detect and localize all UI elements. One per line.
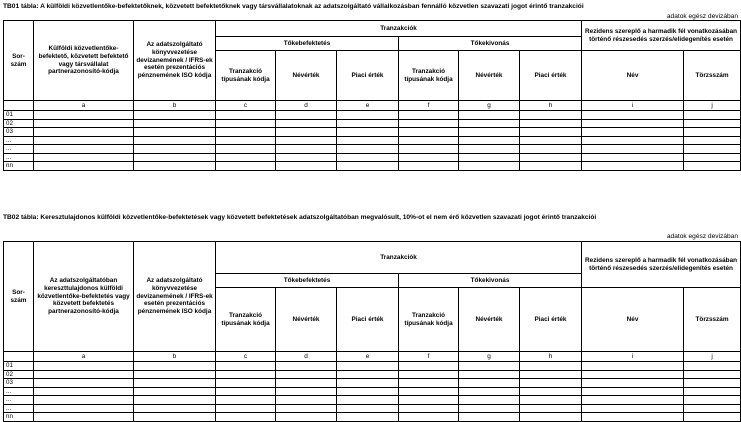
data-cell[interactable] (216, 128, 276, 137)
data-cell[interactable] (399, 396, 459, 405)
letter-cell: j (684, 101, 741, 111)
data-cell[interactable] (459, 128, 520, 137)
data-cell[interactable] (276, 396, 337, 405)
data-cell[interactable] (684, 128, 741, 137)
data-cell[interactable] (399, 111, 459, 120)
data-cell[interactable] (216, 370, 276, 379)
header-tranzakciok: Tranzakciók (216, 21, 582, 37)
data-cell[interactable] (520, 396, 582, 405)
data-cell[interactable] (134, 413, 216, 422)
data-cell[interactable] (34, 362, 134, 371)
data-cell[interactable] (216, 379, 276, 388)
data-cell[interactable] (276, 111, 337, 120)
data-cell[interactable] (520, 145, 582, 154)
data-cell[interactable] (684, 111, 741, 120)
header-piaci: Piaci érték (337, 288, 399, 352)
data-cell[interactable] (134, 370, 216, 379)
header-tipus: Tranzakció típusának kódja (216, 288, 276, 352)
data-cell[interactable] (276, 413, 337, 422)
data-cell[interactable] (34, 396, 134, 405)
data-cell[interactable] (582, 128, 684, 137)
letter-cell: b (134, 352, 216, 362)
data-cell[interactable] (34, 136, 134, 145)
data-cell[interactable] (216, 119, 276, 128)
data-cell[interactable] (582, 145, 684, 154)
header-piaci: Piaci érték (337, 51, 399, 101)
row-number: ... (4, 404, 34, 413)
data-cell[interactable] (520, 362, 582, 371)
letter-cell: f (399, 101, 459, 111)
header-nevertek: Névérték (276, 51, 337, 101)
header-tranzakciok: Tranzakciók (216, 242, 582, 274)
header-sorszam: Sor-szám (4, 21, 34, 101)
letter-cell: c (216, 352, 276, 362)
row-number: ... (4, 136, 34, 145)
data-cell[interactable] (216, 413, 276, 422)
data-cell[interactable] (520, 379, 582, 388)
row-number: ... (4, 153, 34, 162)
letter-cell: f (399, 352, 459, 362)
data-cell[interactable] (520, 387, 582, 396)
table-row (4, 153, 741, 162)
header-rezidens: Rezidens szereplő a harmadik fél vonatkozásában történő részesedés szerzés/elidegenítés esetén (582, 21, 741, 51)
data-cell[interactable] (399, 404, 459, 413)
data-cell[interactable] (399, 145, 459, 154)
header-torzsszam: Törzsszám (684, 51, 741, 101)
data-cell[interactable] (134, 111, 216, 120)
row-number: 03 (4, 128, 34, 137)
header-tokebefektetes: Tőkebefektetés (216, 37, 399, 51)
letter-cell: i (582, 352, 684, 362)
data-cell[interactable] (216, 396, 276, 405)
data-cell[interactable] (582, 162, 684, 171)
data-cell[interactable] (399, 136, 459, 145)
letter-cell-empty (4, 101, 34, 111)
row-number: nn (4, 162, 34, 171)
header-tipus: Tranzakció típusának kódja (399, 51, 459, 101)
data-cell[interactable] (459, 379, 520, 388)
data-cell[interactable] (582, 413, 684, 422)
data-cell[interactable] (337, 153, 399, 162)
data-cell[interactable] (276, 162, 337, 171)
data-cell[interactable] (216, 136, 276, 145)
data-cell[interactable] (459, 136, 520, 145)
data-cell[interactable] (684, 396, 741, 405)
data-cell[interactable] (134, 119, 216, 128)
table-row (4, 119, 741, 128)
header-currency-code: Az adatszolgáltató könyvvezetése devizanemének / IFRS-ek esetén prezentációs pénznemének ISO kódja (134, 242, 216, 352)
unit-note: adatok egész devizában (666, 13, 738, 20)
data-cell[interactable] (520, 413, 582, 422)
data-cell[interactable] (276, 362, 337, 371)
data-cell[interactable] (276, 153, 337, 162)
header-partner-id: Az adatszolgáltatóban kereszttulajdonos külföldi közvetlentőke-befektetés vagy közvetett befektetés partnerazonosító-kódja (34, 242, 134, 352)
table-row (4, 413, 741, 422)
table-row (4, 404, 741, 413)
row-number: 03 (4, 379, 34, 388)
data-cell[interactable] (34, 162, 134, 171)
letter-cell: d (276, 101, 337, 111)
data-cell[interactable] (520, 153, 582, 162)
data-cell[interactable] (684, 136, 741, 145)
data-cell[interactable] (684, 379, 741, 388)
header-piaci: Piaci érték (520, 51, 582, 101)
data-cell[interactable] (134, 379, 216, 388)
data-cell[interactable] (520, 370, 582, 379)
data-cell[interactable] (582, 111, 684, 120)
header-nev: Név (582, 288, 684, 352)
header-partner-id: Külföldi közvetlentőke-befektető, közvetett befektető vagy társvállalat partnerazonosító-kódja (34, 21, 134, 101)
data-cell[interactable] (276, 119, 337, 128)
table-row (4, 387, 741, 396)
row-number: 01 (4, 362, 34, 371)
data-cell[interactable] (582, 396, 684, 405)
data-cell[interactable] (34, 119, 134, 128)
data-cell[interactable] (582, 379, 684, 388)
data-cell[interactable] (582, 119, 684, 128)
data-cell[interactable] (216, 387, 276, 396)
letter-cell: d (276, 352, 337, 362)
data-cell[interactable] (684, 387, 741, 396)
data-cell[interactable] (582, 136, 684, 145)
row-number: nn (4, 413, 34, 422)
data-cell[interactable] (337, 162, 399, 171)
data-cell[interactable] (216, 145, 276, 154)
data-cell[interactable] (399, 153, 459, 162)
data-cell[interactable] (134, 145, 216, 154)
data-cell[interactable] (582, 404, 684, 413)
header-nev: Név (582, 51, 684, 101)
data-cell[interactable] (134, 404, 216, 413)
data-cell[interactable] (34, 370, 134, 379)
data-cell[interactable] (582, 362, 684, 371)
data-cell[interactable] (399, 362, 459, 371)
data-cell[interactable] (216, 162, 276, 171)
data-cell[interactable] (134, 128, 216, 137)
data-cell[interactable] (337, 119, 399, 128)
header-tipus: Tranzakció típusának kódja (399, 288, 459, 352)
data-cell[interactable] (399, 370, 459, 379)
data-cell[interactable] (399, 379, 459, 388)
table-row (4, 370, 741, 379)
data-cell[interactable] (520, 136, 582, 145)
data-cell[interactable] (684, 153, 741, 162)
data-cell[interactable] (34, 111, 134, 120)
data-cell[interactable] (459, 413, 520, 422)
header-nevertek: Névérték (459, 51, 520, 101)
letter-cell: g (459, 101, 520, 111)
data-cell[interactable] (684, 370, 741, 379)
data-cell[interactable] (337, 370, 399, 379)
data-cell[interactable] (276, 145, 337, 154)
letter-cell: j (684, 352, 741, 362)
data-cell[interactable] (337, 396, 399, 405)
data-cell[interactable] (399, 413, 459, 422)
row-number: 01 (4, 111, 34, 120)
data-cell[interactable] (399, 128, 459, 137)
data-cell[interactable] (276, 387, 337, 396)
letter-cell: a (34, 101, 134, 111)
data-cell[interactable] (399, 387, 459, 396)
data-cell[interactable] (520, 119, 582, 128)
data-cell[interactable] (684, 145, 741, 154)
header-nevertek: Névérték (459, 288, 520, 352)
data-cell[interactable] (276, 404, 337, 413)
data-cell[interactable] (684, 362, 741, 371)
header-sorszam: Sor-szám (4, 242, 34, 352)
header-tokekivonas: Tőkekivonás (399, 274, 582, 288)
data-cell[interactable] (34, 153, 134, 162)
data-cell[interactable] (337, 387, 399, 396)
data-cell[interactable] (459, 145, 520, 154)
letter-cell: e (337, 101, 399, 111)
letter-cell: g (459, 352, 520, 362)
data-cell[interactable] (134, 162, 216, 171)
data-cell[interactable] (337, 136, 399, 145)
data-cell[interactable] (399, 119, 459, 128)
data-cell[interactable] (216, 404, 276, 413)
header-torzsszam: Törzsszám (684, 288, 741, 352)
data-cell[interactable] (684, 162, 741, 171)
table-row (4, 136, 741, 145)
data-cell[interactable] (520, 111, 582, 120)
data-cell[interactable] (216, 153, 276, 162)
data-cell[interactable] (276, 136, 337, 145)
table-row (4, 128, 741, 137)
data-cell[interactable] (520, 128, 582, 137)
data-cell[interactable] (582, 387, 684, 396)
table-row (4, 162, 741, 171)
data-cell[interactable] (34, 404, 134, 413)
header-currency-code: Az adatszolgáltató könyvvezetése devizanemének / IFRS-ek esetén prezentációs pénznemének ISO kódja (134, 21, 216, 101)
data-cell[interactable] (34, 413, 134, 422)
table-caption: TB01 tábla: A külföldi közvetlentőke-befektetőknek, közvetett befektetőknek vagy társvállalatoknak az adatszolgáltató vállalkozásban fennálló közvetlen szavazati jogot érintő tranzakciói (3, 3, 584, 10)
data-cell[interactable] (216, 111, 276, 120)
data-cell[interactable] (399, 162, 459, 171)
table-caption: TB02 tábla: Keresztulajdonos külföldi közvetlentőke-befektetések vagy közvetett befektetések adatszolgáltatóban megvalósult, 10%-ot el nem érő közvetlen szavazati jogot érintő tranzakciói (3, 214, 597, 221)
data-cell[interactable] (337, 111, 399, 120)
row-number: 02 (4, 370, 34, 379)
data-cell[interactable] (459, 404, 520, 413)
data-cell[interactable] (134, 153, 216, 162)
data-cell[interactable] (337, 145, 399, 154)
data-cell[interactable] (34, 387, 134, 396)
data-cell[interactable] (684, 413, 741, 422)
letter-cell: i (582, 101, 684, 111)
table-row (4, 379, 741, 388)
header-tokekivonas: Tőkekivonás (399, 37, 582, 51)
letter-cell: b (134, 101, 216, 111)
data-cell[interactable] (459, 362, 520, 371)
table-row (4, 111, 741, 120)
letter-cell: c (216, 101, 276, 111)
table-row (4, 362, 741, 371)
data-cell[interactable] (134, 136, 216, 145)
header-tipus: Tranzakció típusának kódja (216, 51, 276, 101)
letter-cell-empty (4, 352, 34, 362)
data-cell[interactable] (276, 379, 337, 388)
data-cell[interactable] (276, 370, 337, 379)
data-cell[interactable] (337, 379, 399, 388)
data-cell[interactable] (134, 362, 216, 371)
table-row (4, 145, 741, 154)
data-cell[interactable] (34, 145, 134, 154)
data-cell[interactable] (337, 128, 399, 137)
data-cell[interactable] (684, 119, 741, 128)
row-number: ... (4, 145, 34, 154)
letter-cell: h (520, 101, 582, 111)
header-tokebefektetes: Tőkebefektetés (216, 274, 399, 288)
data-cell[interactable] (34, 379, 134, 388)
data-cell[interactable] (520, 162, 582, 171)
data-cell[interactable] (459, 111, 520, 120)
data-cell[interactable] (134, 387, 216, 396)
data-table (3, 20, 741, 171)
letter-cell: a (34, 352, 134, 362)
data-cell[interactable] (582, 370, 684, 379)
data-cell[interactable] (216, 362, 276, 371)
data-cell[interactable] (459, 162, 520, 171)
data-cell[interactable] (459, 387, 520, 396)
header-piaci: Piaci érték (520, 288, 582, 352)
data-cell[interactable] (276, 128, 337, 137)
data-cell[interactable] (337, 404, 399, 413)
data-cell[interactable] (459, 370, 520, 379)
data-cell[interactable] (34, 128, 134, 137)
data-cell[interactable] (684, 404, 741, 413)
data-cell[interactable] (337, 413, 399, 422)
header-rezidens: Rezidens szereplő a harmadik fél vonatkozásában történő részesedés szerzés/elidegenítés esetén (582, 242, 741, 288)
data-table (3, 241, 741, 422)
letter-cell: e (337, 352, 399, 362)
data-cell[interactable] (459, 119, 520, 128)
header-nevertek: Névérték (276, 288, 337, 352)
data-cell[interactable] (459, 396, 520, 405)
table-row (4, 396, 741, 405)
row-number: ... (4, 387, 34, 396)
row-number: 02 (4, 119, 34, 128)
data-cell[interactable] (582, 153, 684, 162)
row-number: ... (4, 396, 34, 405)
letter-cell: h (520, 352, 582, 362)
unit-note: adatok egész devizában (666, 233, 738, 240)
data-cell[interactable] (520, 404, 582, 413)
data-cell[interactable] (337, 362, 399, 371)
data-cell[interactable] (459, 153, 520, 162)
data-cell[interactable] (134, 396, 216, 405)
